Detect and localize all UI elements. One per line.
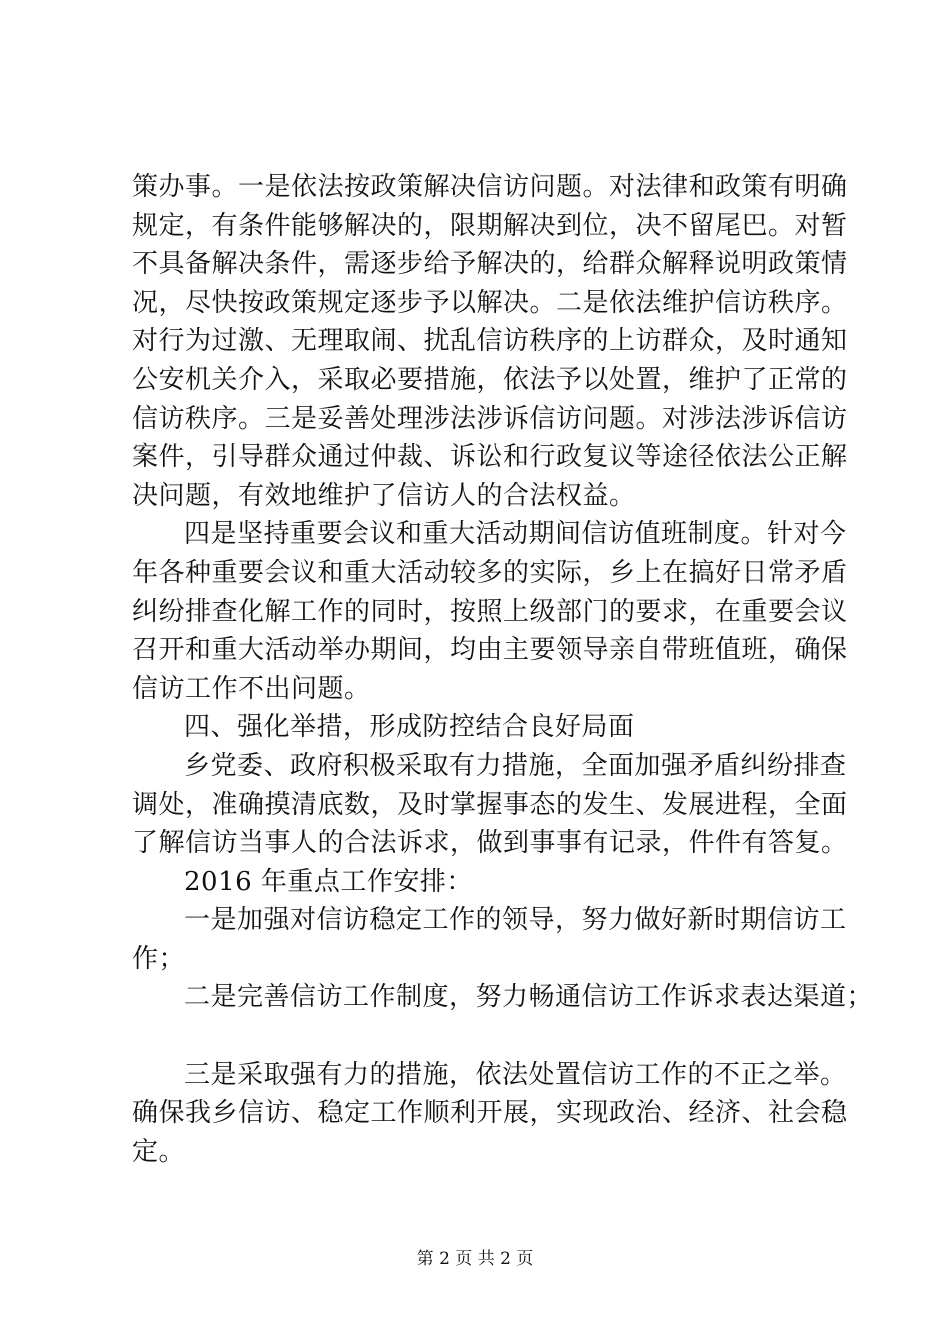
text-line: 乡党委、政府积极采取有力措施，全面加强矛盾纠纷排查 [184, 750, 847, 781]
text-line: 案件，引导群众通过仲裁、诉讼和行政复议等途径依法公正解 [132, 442, 848, 473]
text-line: 对行为过激、无理取闹、扰乱信访秩序的上访群众，及时通知 [132, 326, 848, 357]
text-line: 况，尽快按政策规定逐步予以解决。二是依法维护信访秩序。 [132, 287, 848, 318]
text-line: 年各种重要会议和重大活动较多的实际，乡上在搞好日常矛盾 [132, 557, 848, 588]
text-line: 决问题，有效地维护了信访人的合法权益。 [132, 480, 636, 511]
text-line: 不具备解决条件，需逐步给予解决的，给群众解释说明政策情 [132, 249, 848, 280]
text-line: 二是完善信访工作制度，努力畅通信访工作诉求表达渠道； [184, 982, 874, 1013]
text-line: 规定，有条件能够解决的，限期解决到位，决不留尾巴。对暂 [132, 210, 848, 241]
text-line: 一是加强对信访稳定工作的领导，努力做好新时期信访工 [184, 905, 847, 936]
text-line: 策办事。一是依法按政策解决信访问题。对法律和政策有明确 [132, 172, 848, 202]
text-line: 三是采取强有力的措施，依法处置信访工作的不正之举。 [184, 1059, 847, 1090]
text-line: 2016 年重点工作安排： [184, 866, 473, 897]
text-line: 确保我乡信访、稳定工作顺利开展，实现政治、经济、社会稳 [132, 1098, 848, 1129]
text-line: 召开和重大活动举办期间，均由主要领导亲自带班值班，确保 [132, 635, 848, 666]
text-line: 四、强化举措，形成防控结合良好局面 [184, 712, 635, 743]
text-line: 信访工作不出问题。 [132, 673, 371, 704]
page-number-footer: 第 2 页 共 2 页 [416, 1249, 534, 1269]
text-line: 了解信访当事人的合法诉求，做到事事有记录，件件有答复。 [132, 828, 848, 859]
text-line: 调处，准确摸清底数，及时掌握事态的发生、发展进程，全面 [132, 789, 848, 820]
blank-line [132, 1017, 844, 1056]
text-line: 信访秩序。三是妥善处理涉法涉诉信访问题。对涉法涉诉信访 [132, 403, 848, 434]
text-line: 定。 [132, 1136, 186, 1167]
text-line: 公安机关介入，采取必要措施，依法予以处置，维护了正常的 [132, 364, 848, 395]
document-body [132, 168, 874, 1171]
text-line: 作； [132, 943, 186, 974]
text-line: 纠纷排查化解工作的同时，按照上级部门的要求，在重要会议 [132, 596, 848, 627]
text-line: 四是坚持重要会议和重大活动期间信访值班制度。针对今 [184, 519, 847, 550]
